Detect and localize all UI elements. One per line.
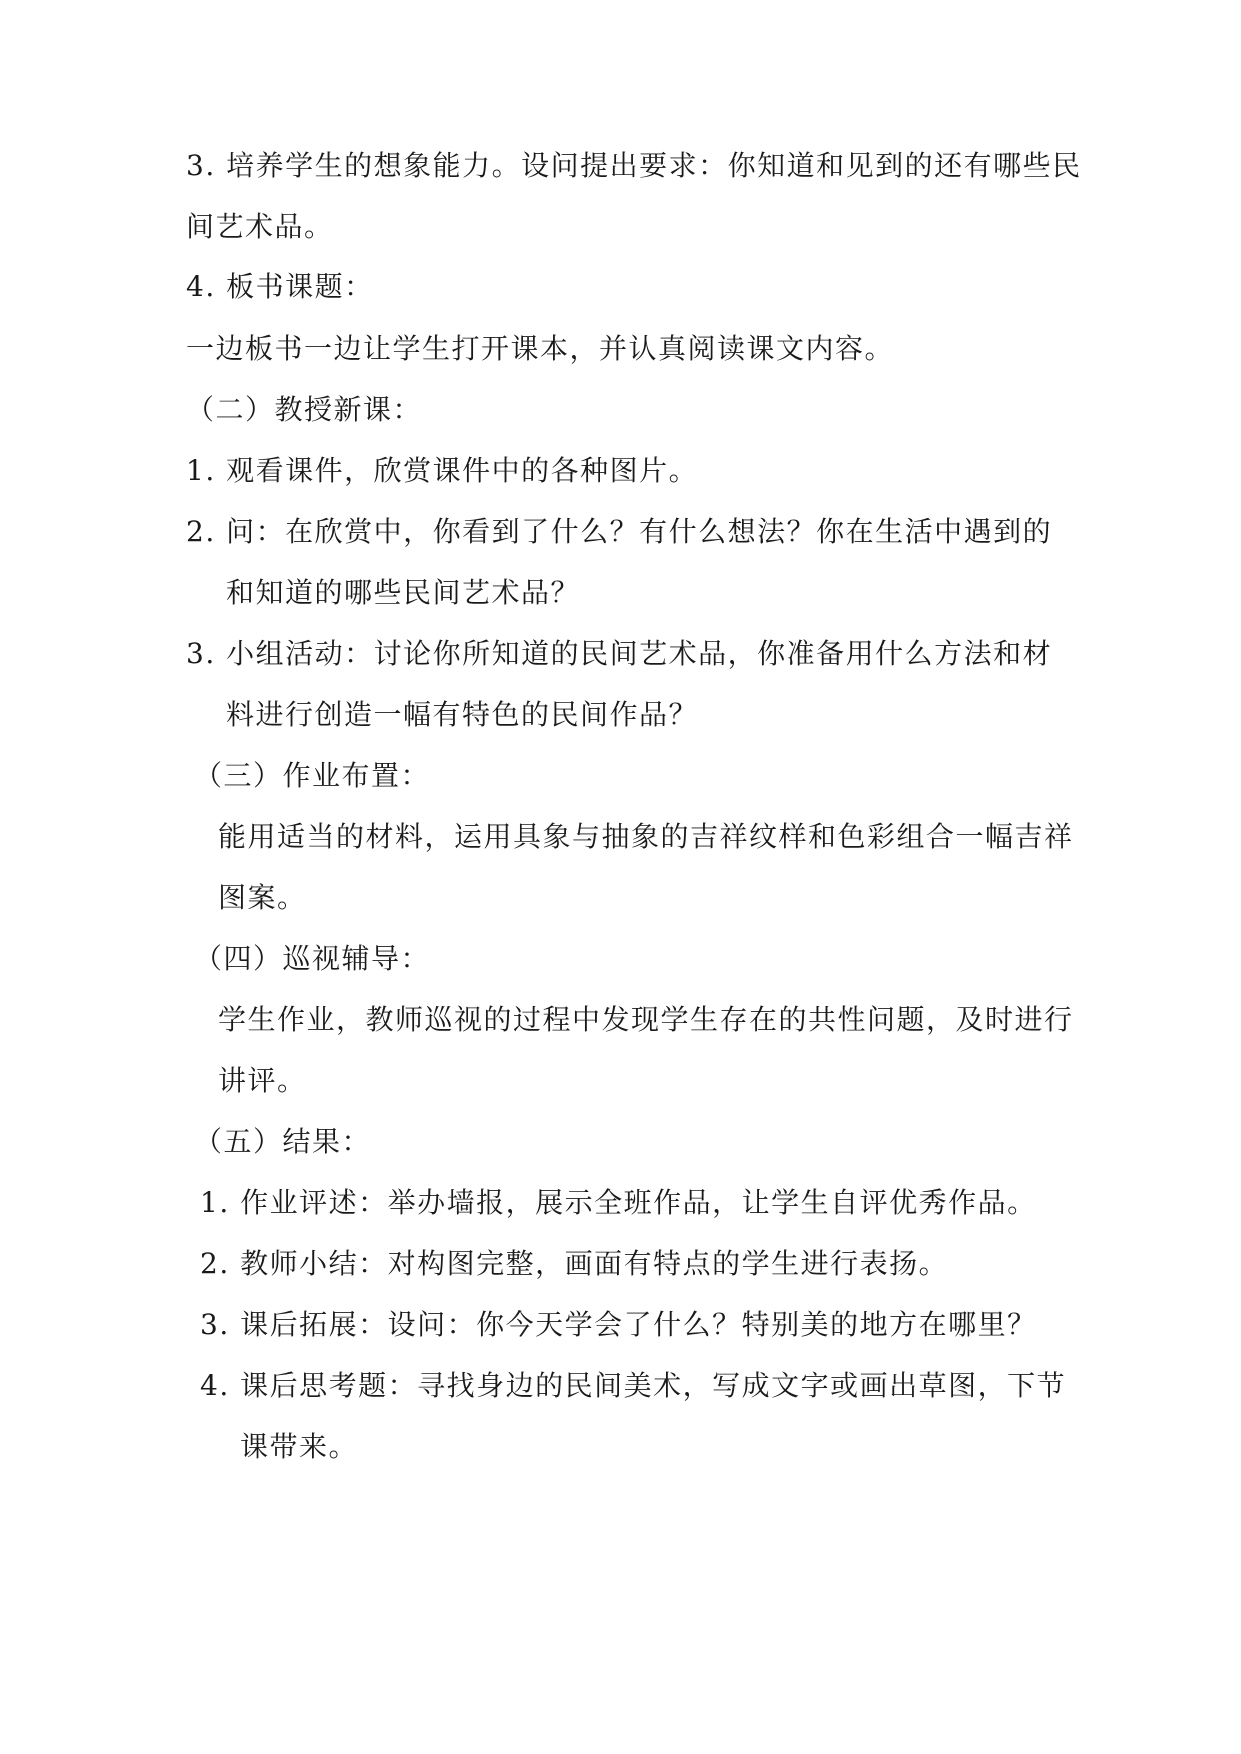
text-line: 2. 教师小结：对构图完整，画面有特点的学生进行表扬。 — [200, 1247, 949, 1280]
section-heading: （二）教授新课： — [186, 393, 423, 426]
text-line: 4. 板书课题： — [186, 270, 374, 303]
text-line: 间艺术品。 — [186, 210, 334, 243]
text-line: 学生作业，教师巡视的过程中发现学生存在的共性问题，及时进行 — [218, 1003, 1074, 1036]
text-line: 3. 培养学生的想象能力。设问提出要求：你知道和见到的还有哪些民 — [186, 149, 1082, 182]
text-line: 2. 问：在欣赏中，你看到了什么？有什么想法？你在生活中遇到的 — [186, 515, 1053, 548]
text-line: 3. 小组活动：讨论你所知道的民间艺术品，你准备用什么方法和材 — [186, 637, 1053, 670]
text-line: 讲评。 — [218, 1064, 307, 1097]
text-line: 料进行创造一幅有特色的民间作品？ — [226, 698, 699, 731]
text-line: 1. 观看课件，欣赏课件中的各种图片。 — [186, 454, 699, 487]
section-heading: （四）巡视辅导： — [194, 942, 431, 975]
text-line: 1. 作业评述：举办墙报，展示全班作品，让学生自评优秀作品。 — [200, 1186, 1037, 1219]
text-line: 能用适当的材料，运用具象与抽象的吉祥纹样和色彩组合一幅吉祥 — [218, 820, 1074, 853]
text-line: 一边板书一边让学生打开课本，并认真阅读课文内容。 — [186, 332, 895, 365]
section-heading: （五）结果： — [194, 1125, 372, 1158]
text-line: 3. 课后拓展：设问：你今天学会了什么？特别美的地方在哪里？ — [200, 1308, 1037, 1341]
text-line: 图案。 — [218, 881, 307, 914]
text-line: 和知道的哪些民间艺术品？ — [226, 576, 581, 609]
section-heading: （三）作业布置： — [194, 759, 431, 792]
text-line: 4. 课后思考题：寻找身边的民间美术，写成文字或画出草图，下节 — [200, 1369, 1067, 1402]
text-line: 课带来。 — [240, 1430, 359, 1463]
